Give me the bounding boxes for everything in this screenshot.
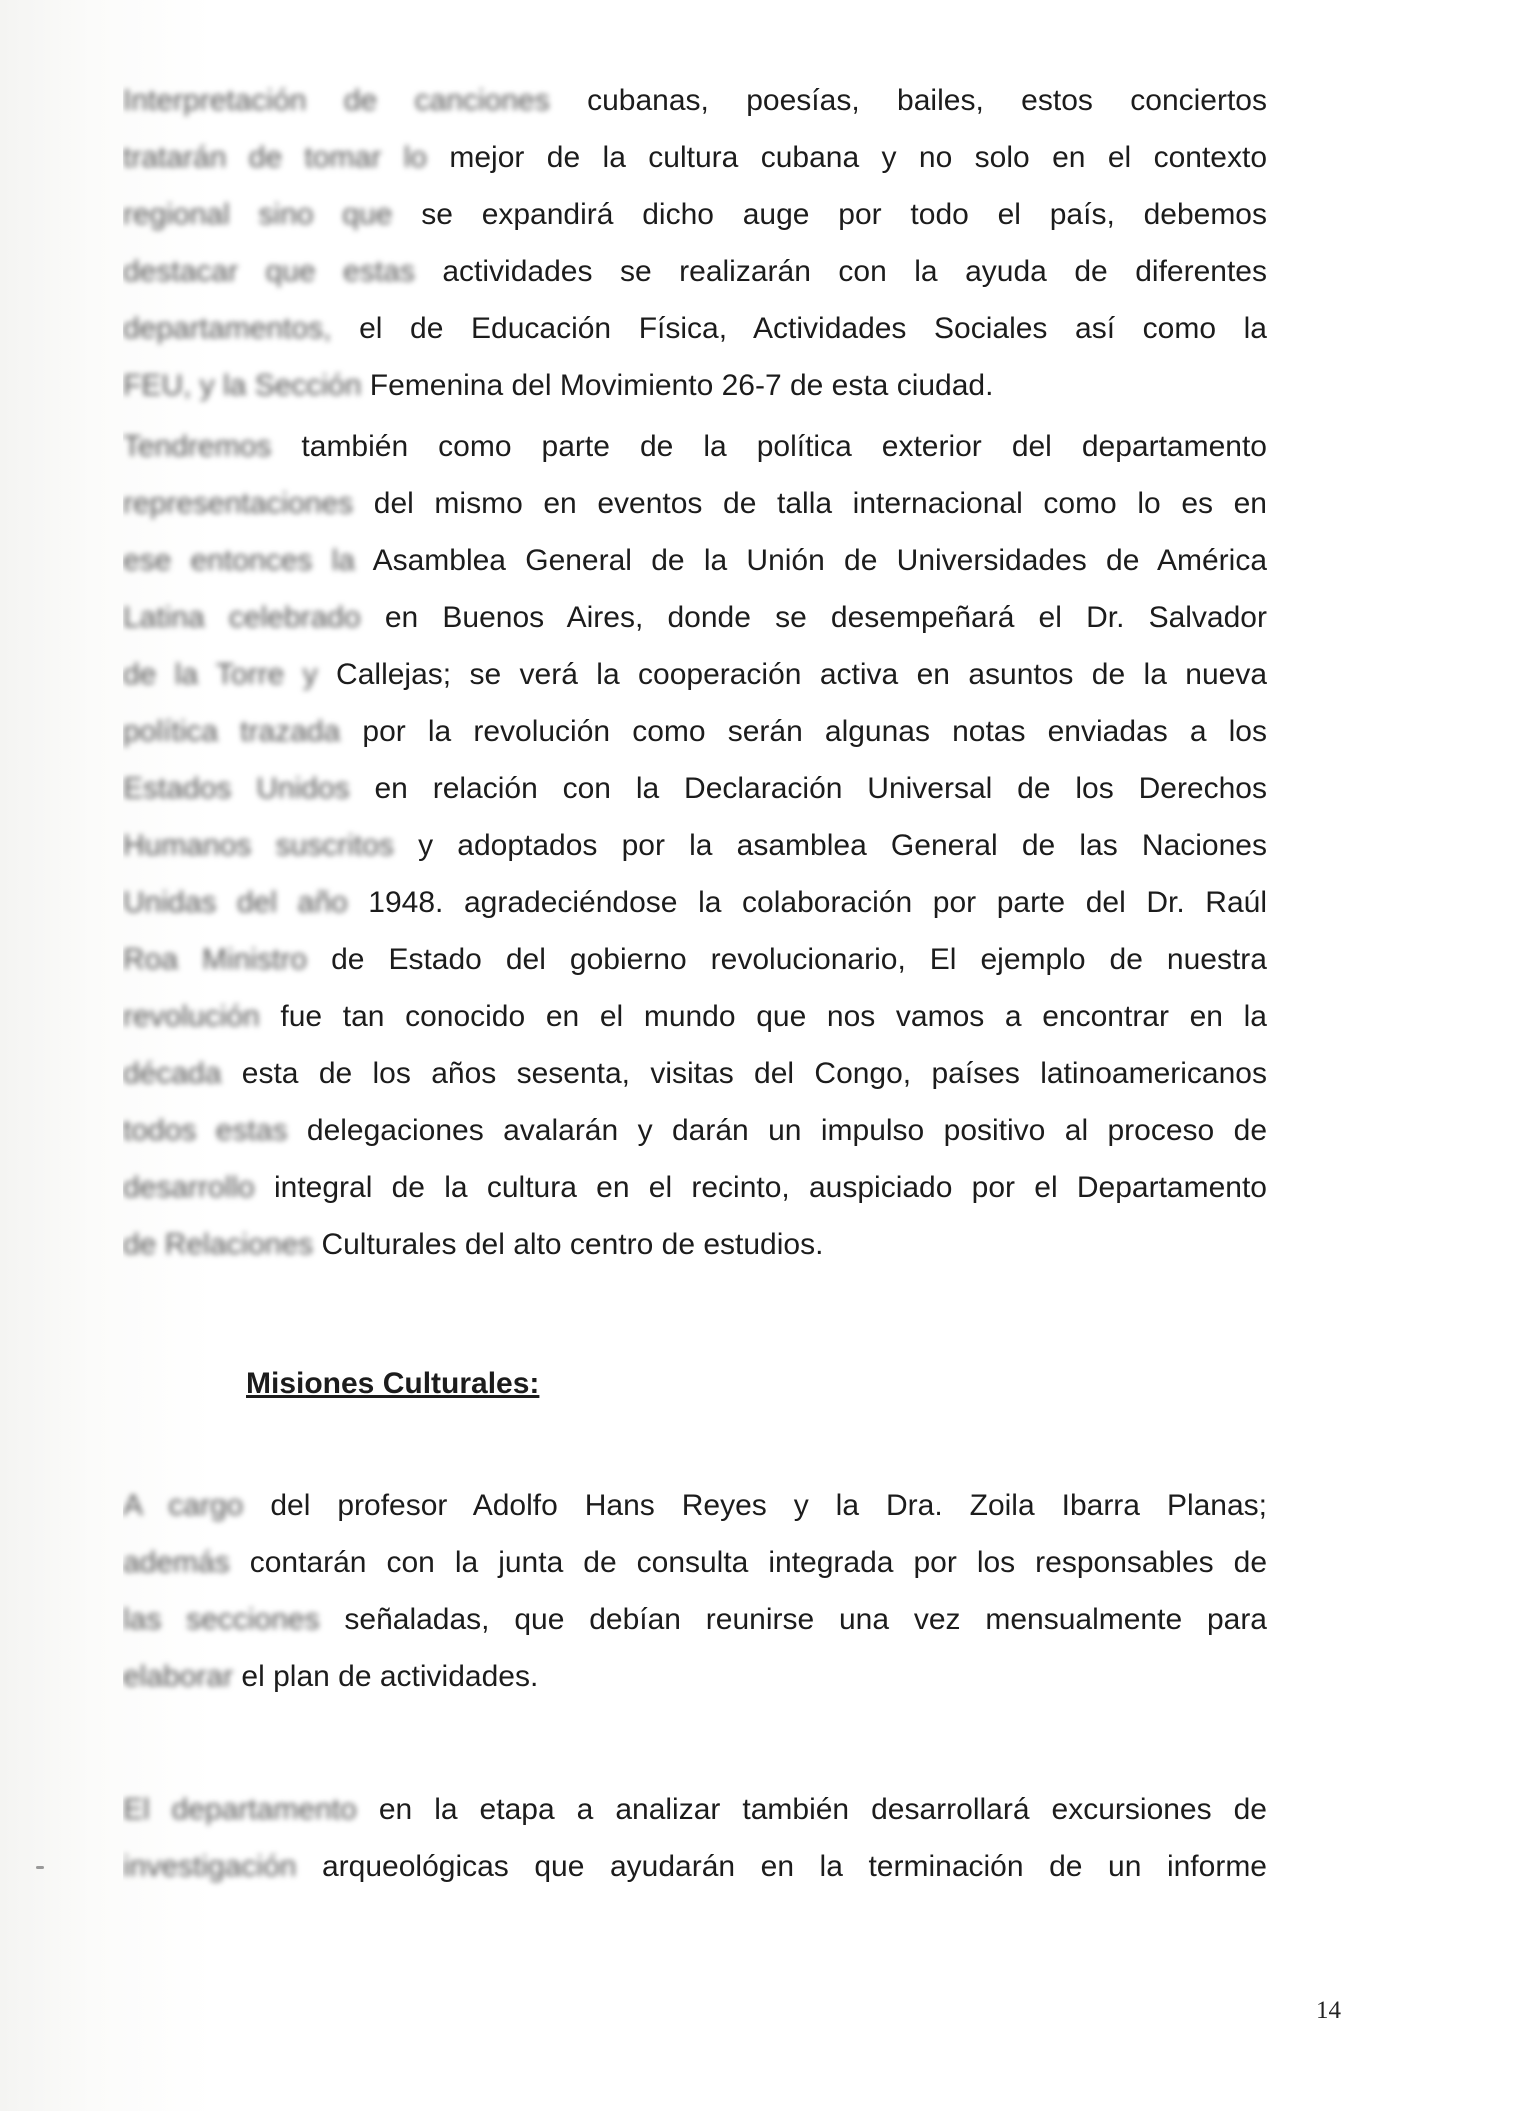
text-line: además contarán con la junta de consulta integrada por los responsables de [123,1546,1267,1579]
section-heading: Misiones Culturales: [246,1367,540,1400]
text-line: Roa Ministro de Estado del gobierno revolucionario, El ejemplo de nuestra [123,943,1267,976]
text-line: desarrollo integral de la cultura en el recinto, auspiciado por el Departamento [123,1171,1267,1204]
text-line: Tendremos también como parte de la política exterior del departamento [123,430,1267,463]
text-line: Estados Unidos en relación con la Declaración Universal de los Derechos [123,772,1267,805]
paragraph-3 [123,1477,1267,1705]
text-line: Unidas del año 1948. agradeciéndose la colaboración por parte del Dr. Raúl [123,886,1267,919]
text-line: revolución fue tan conocido en el mundo que nos vamos a encontrar en la [123,1000,1267,1033]
text-line: departamentos, el de Educación Física, Actividades Sociales así como la [123,312,1267,345]
text-line: ese entonces la Asamblea General de la Unión de Universidades de América [123,544,1267,577]
text-line: investigación arqueológicas que ayudarán en la terminación de un informe [123,1850,1267,1883]
text-line: política trazada por la revolución como serán algunas notas enviadas a los [123,715,1267,748]
paragraph-4 [123,1781,1267,1895]
text-line: A cargo del profesor Adolfo Hans Reyes y la Dra. Zoila Ibarra Planas; [123,1489,1267,1522]
text-line: Humanos suscritos y adoptados por la asamblea General de las Naciones [123,829,1267,862]
paragraph-1 [123,72,1267,414]
text-line: todos estas delegaciones avalarán y darán un impulso positivo al proceso de [123,1114,1267,1147]
text-line: representaciones del mismo en eventos de talla internacional como lo es en [123,487,1267,520]
text-line: FEU, y la Sección Femenina del Movimiento 26-7 de esta ciudad. [123,369,994,402]
paragraph-2 [123,418,1267,1273]
text-line: regional sino que se expandirá dicho auge por todo el país, debemos [123,198,1267,231]
scan-speck [36,1866,44,1869]
text-line: tratarán de tomar lo mejor de la cultura cubana y no solo en el contexto [123,141,1267,174]
text-line: El departamento en la etapa a analizar también desarrollará excursiones de [123,1793,1267,1826]
page-number: 14 [1316,1997,1341,2024]
text-line: Latina celebrado en Buenos Aires, donde se desempeñará el Dr. Salvador [123,601,1267,634]
text-line: elaborar el plan de actividades. [123,1660,539,1693]
text-line: de Relaciones Culturales del alto centro de estudios. [123,1228,824,1261]
text-line: destacar que estas actividades se realizarán con la ayuda de diferentes [123,255,1267,288]
text-line: de la Torre y Callejas; se verá la cooperación activa en asuntos de la nueva [123,658,1267,691]
text-line: década esta de los años sesenta, visitas del Congo, países latinoamericanos [123,1057,1267,1090]
text-line: Interpretación de canciones cubanas, poesías, bailes, estos conciertos [123,84,1267,117]
text-line: las secciones señaladas, que debían reunirse una vez mensualmente para [123,1603,1267,1636]
